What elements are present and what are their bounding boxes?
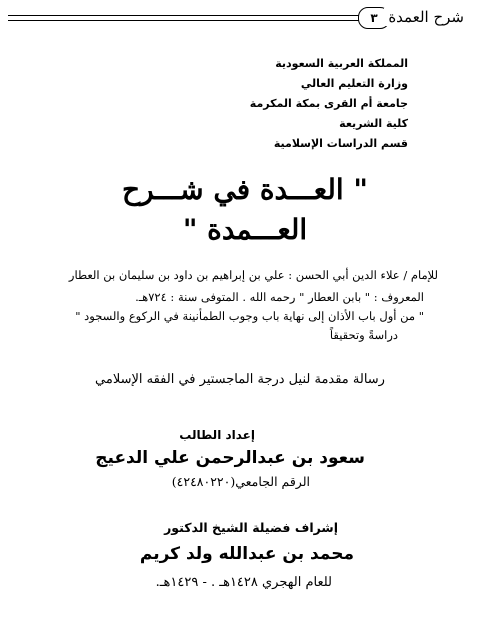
institution-line: المملكة العربية السعودية [275, 57, 408, 70]
academic-year: للعام الهجري ١٤٢٨هـ . - ١٤٢٩هـ. [155, 575, 332, 590]
institution-line: جامعة أم القرى بمكة المكرمة [249, 97, 408, 110]
book-title-line-2: العـــمدة " [182, 213, 308, 246]
institution-line: وزارة التعليم العالي [300, 77, 408, 90]
page-header [8, 6, 472, 30]
author-line: للإمام / علاء الدين أبي الحسن : علي بن إبراهيم بن داود بن سليمان بن العطار [68, 268, 438, 282]
scope-line: " من أول باب الأذان إلى نهاية باب وجوب الطمأنينة في الركوع والسجود " [75, 309, 424, 323]
student-name: سعود بن عبدالرحمن علي الدعيج [95, 448, 365, 468]
study-line: دراسةً وتحقيقاً [329, 328, 398, 342]
supervisor-name: محمد بن عبدالله ولد كريم [139, 544, 354, 564]
institution-line: قسم الدراسات الإسلامية [273, 137, 408, 150]
student-id: الرقم الجامعي(٤٢٤٨٠٢٢٠) [171, 474, 310, 489]
supervisor-label: إشراف فضيلة الشيخ الدكتور [164, 520, 338, 535]
book-title-line-1: " العـــدة في شـــرح [122, 173, 368, 206]
student-label: إعداد الطالب [179, 428, 255, 442]
institution-line: كلية الشريعة [339, 117, 408, 130]
running-title: شرح العمدة [384, 8, 468, 26]
institution-block [198, 54, 408, 154]
thesis-statement: رسالة مقدمة لنيل درجة الماجستير في الفقه الإسلامي [95, 372, 385, 387]
page-number: ٣ [358, 7, 390, 29]
author-known-as-line: المعروف : " بابن العطار " رحمه الله . المتوفى سنة : ٧٢٤هـ. [135, 290, 424, 304]
